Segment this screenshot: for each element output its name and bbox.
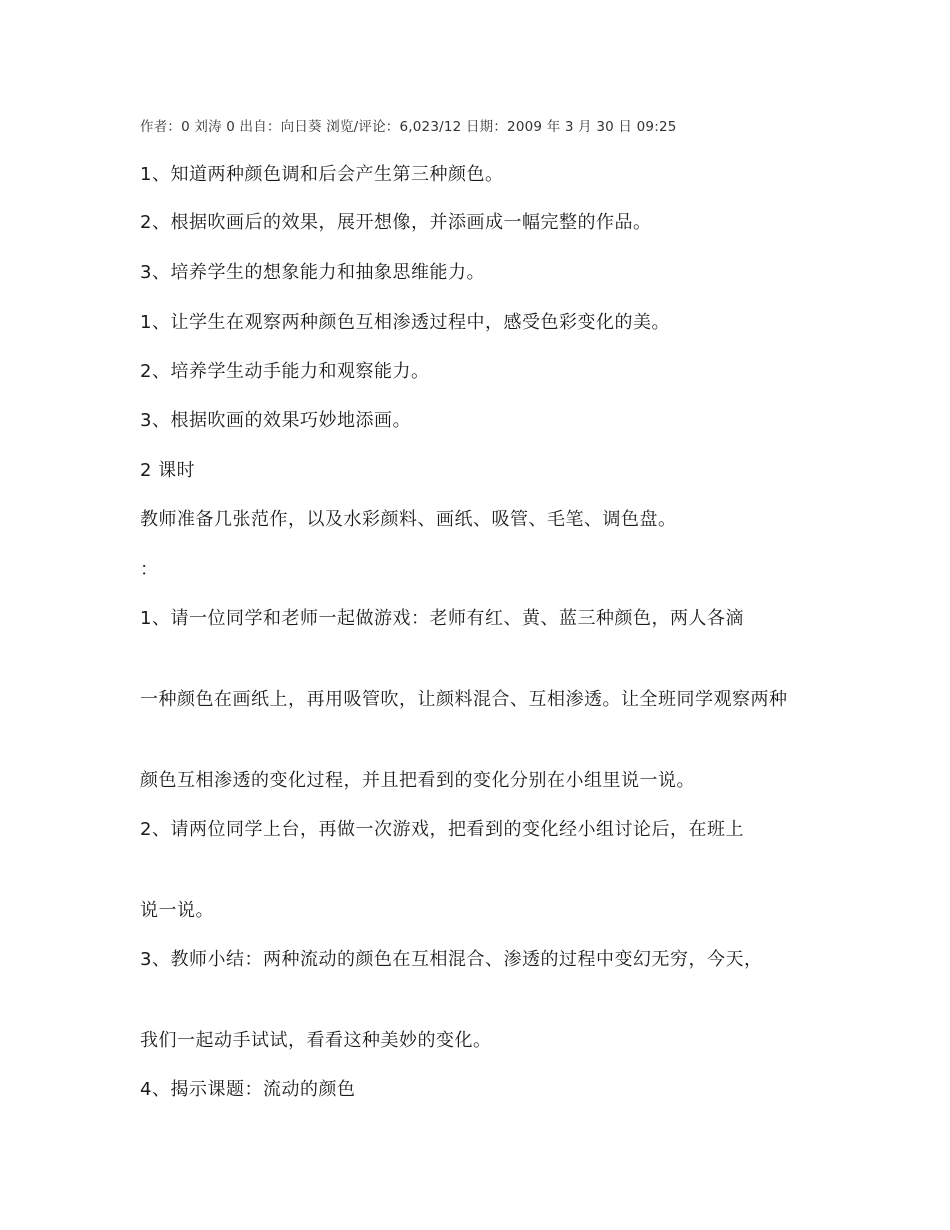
paragraph: 2、根据吹画后的效果，展开想像，并添画成一幅完整的作品。 [140, 212, 652, 233]
paragraph: 教师准备几张范作，以及水彩颜料、画纸、吸管、毛笔、调色盘。 [140, 509, 677, 530]
paragraph: 说一说。 [140, 900, 214, 921]
paragraph: 1、知道两种颜色调和后会产生第三种颜色。 [140, 164, 504, 185]
paragraph: 3、根据吹画的效果巧妙地添画。 [140, 410, 411, 431]
paragraph: 我们一起动手试试，看看这种美妙的变化。 [140, 1030, 492, 1051]
paragraph: 3、培养学生的想象能力和抽象思维能力。 [140, 262, 485, 283]
paragraph: 2、请两位同学上台，再做一次游戏，把看到的变化经小组讨论后，在班上 [140, 819, 744, 840]
paragraph: 2 课时 [140, 460, 196, 481]
paragraph: ： [140, 559, 159, 580]
paragraph: 2、培养学生动手能力和观察能力。 [140, 361, 430, 382]
paragraph: 1、让学生在观察两种颜色互相渗透过程中，感受色彩变化的美。 [140, 312, 670, 333]
paragraph: 颜色互相渗透的变化过程，并且把看到的变化分别在小组里说一说。 [140, 770, 695, 791]
paragraph: 4、揭示课题：流动的颜色 [140, 1079, 356, 1100]
paragraph: 3、教师小结：两种流动的颜色在互相混合、渗透的过程中变幻无穷，今天， [140, 949, 763, 970]
paragraph: 1、请一位同学和老师一起做游戏：老师有红、黄、蓝三种颜色，两人各滴 [140, 608, 744, 629]
article-meta: 作者：0 刘涛 0 出自：向日葵 浏览/评论：6,023/12 日期：2009 年 3 月 30 日 09:25 [140, 119, 677, 135]
paragraph: 一种颜色在画纸上，再用吸管吹，让颜料混合、互相渗透。让全班同学观察两种 [140, 689, 788, 710]
